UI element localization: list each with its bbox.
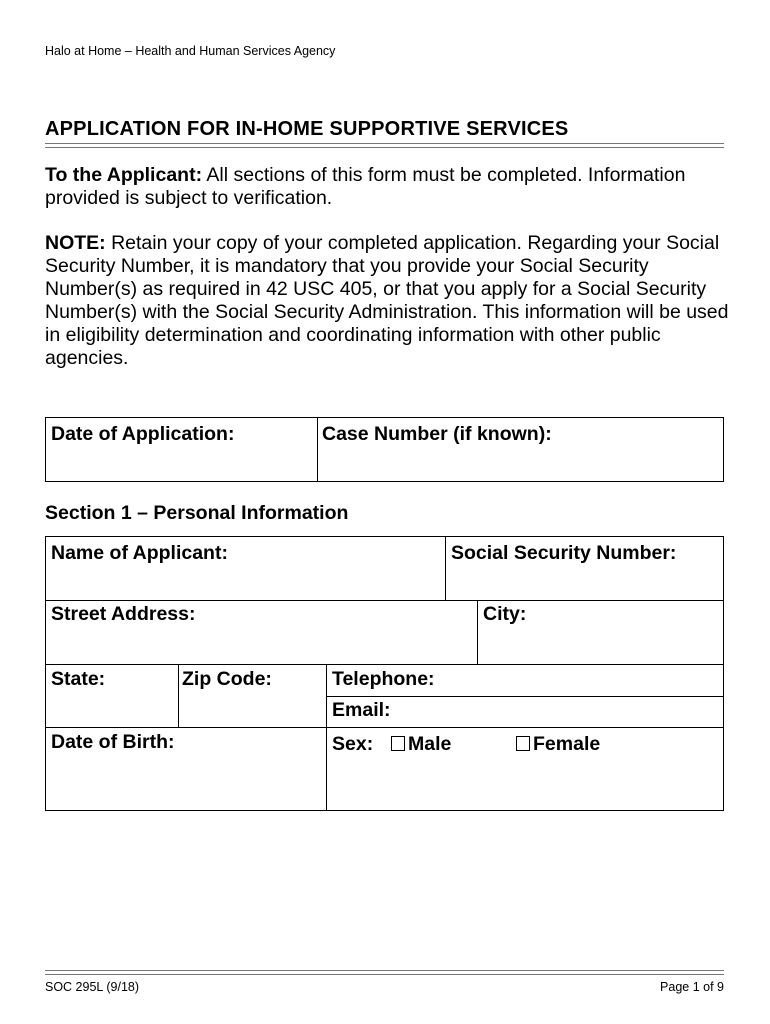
ssn-label: Social Security Number: <box>451 542 677 564</box>
male-checkbox[interactable] <box>391 736 405 751</box>
telephone-label: Telephone: <box>332 668 435 690</box>
state-field[interactable] <box>46 665 178 727</box>
email-field[interactable] <box>327 697 723 727</box>
page-number: Page 1 of 9 <box>660 980 724 994</box>
date-of-birth-label: Date of Birth: <box>51 731 175 753</box>
intro-label: To the Applicant: <box>45 164 203 186</box>
date-of-birth-field[interactable] <box>46 728 326 810</box>
email-label: Email: <box>332 699 391 721</box>
note-label: NOTE: <box>45 232 106 254</box>
street-address-field[interactable] <box>46 601 477 664</box>
section-1-title: Section 1 – Personal Information <box>45 502 349 524</box>
form-title: APPLICATION FOR IN-HOME SUPPORTIVE SERVICES <box>45 118 569 140</box>
male-option[interactable] <box>391 733 451 756</box>
form-code: SOC 295L (9/18) <box>45 980 140 994</box>
case-number-label: Case Number (if known): <box>322 423 552 445</box>
title-rule <box>45 143 724 148</box>
sex-label: Sex: <box>332 733 374 755</box>
city-label: City: <box>483 603 527 625</box>
zip-code-field[interactable] <box>179 665 326 727</box>
case-number-field[interactable] <box>318 418 723 481</box>
female-option[interactable] <box>516 733 600 756</box>
city-field[interactable] <box>478 601 723 664</box>
personal-info-table <box>45 536 724 811</box>
agency-header: Halo at Home – Health and Human Services Agency <box>45 44 336 58</box>
female-checkbox[interactable] <box>516 736 530 751</box>
ssn-field[interactable] <box>446 537 723 600</box>
application-info-table <box>45 417 724 482</box>
state-label: State: <box>51 668 106 690</box>
date-of-application-label: Date of Application: <box>51 423 235 445</box>
telephone-field[interactable] <box>327 665 723 696</box>
name-of-applicant-field[interactable] <box>46 537 445 600</box>
note-text: Retain your copy of your completed application. Regarding your Social Security Number, it is mandatory that you provide your Social Security Number(s) as required in 42 USC 405, or that you apply for a Social Security Number(s) with the Social Security Administration. This information will be used in eligibility determination and coordinating information with other public agencies. <box>45 232 729 369</box>
zip-code-label: Zip Code: <box>182 668 272 690</box>
sex-field <box>327 728 723 810</box>
female-label: Female <box>533 733 601 755</box>
intro-text: All sections of this form must be completed. Information provided is subject to verification. <box>45 164 686 209</box>
male-label: Male <box>408 733 452 755</box>
note-paragraph <box>45 232 735 370</box>
date-of-application-field[interactable] <box>46 418 317 481</box>
applicant-instructions <box>45 164 735 210</box>
footer-rule <box>45 970 724 975</box>
name-of-applicant-label: Name of Applicant: <box>51 542 228 564</box>
street-address-label: Street Address: <box>51 603 196 625</box>
